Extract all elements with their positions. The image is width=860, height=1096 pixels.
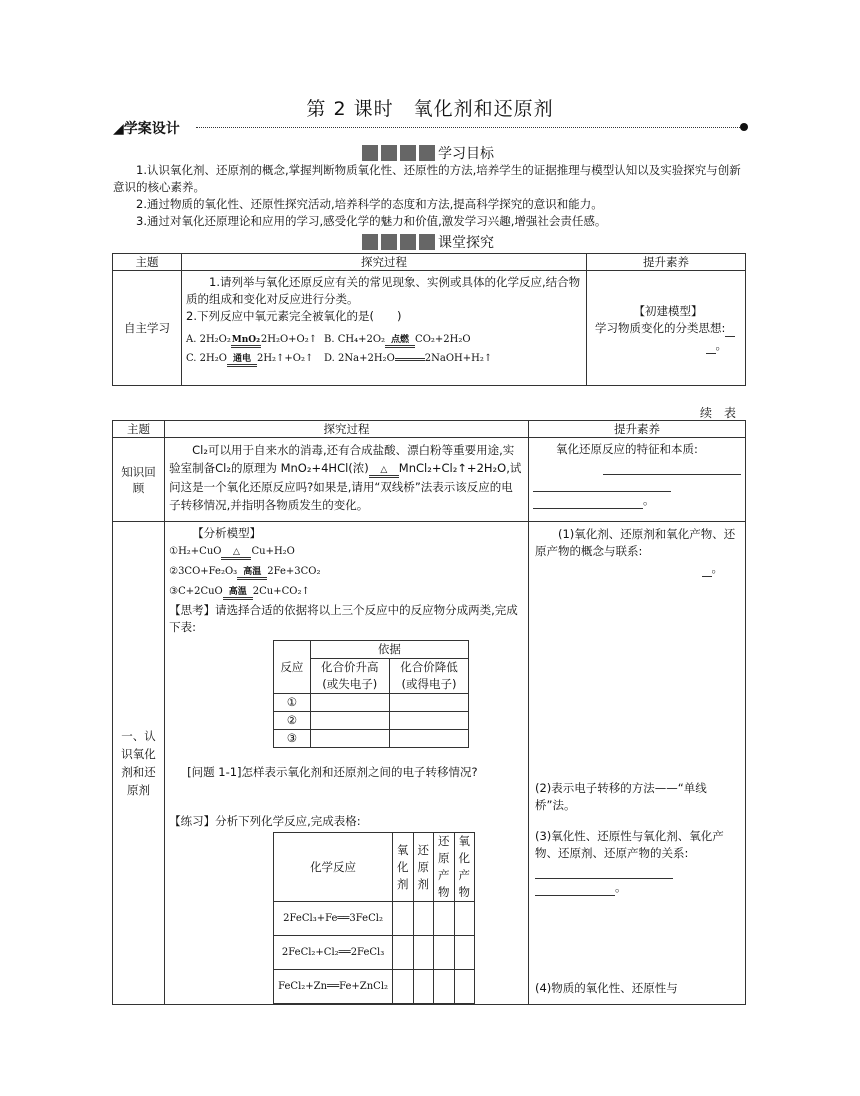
col-reaction: 反应 [274, 641, 310, 694]
reaction-1: ①H₂+CuO △ Cu+H₂O [169, 542, 524, 562]
option-b: B. CH₄+2O₂ 点燃 CO₂+2H₂O [324, 331, 471, 348]
col-oxidation-product: 氧化产物 [454, 833, 475, 902]
dotted-divider [196, 127, 744, 128]
col-oxidant: 氧化剂 [393, 833, 414, 902]
section-heading-objectives: 学习目标 [362, 143, 494, 159]
options-row-1 [186, 331, 582, 348]
model-title: 【初建模型】 [633, 303, 703, 318]
options-row-2 [186, 350, 582, 367]
row-label: ① [274, 694, 310, 712]
col-reaction: 化学反应 [274, 833, 393, 902]
answer-cell[interactable] [413, 902, 434, 936]
literacy-point-3-wrap: (3)氧化性、还原性与氧化剂、氧化产物、还原剂、还原产物的关系: 。 [535, 828, 739, 896]
header-process: 探究过程 [165, 421, 529, 438]
row-label: ② [274, 712, 310, 730]
section-heading-exploration: 课堂探究 [362, 232, 494, 248]
header-topic: 主题 [113, 421, 165, 438]
answer-cell[interactable] [434, 902, 455, 936]
topic-oxidant-reductant: 一、认识氧化剂和还原剂 [113, 522, 165, 1005]
self-study-table [112, 253, 746, 386]
answer-blank[interactable] [535, 864, 673, 879]
question-1: 1.请列举与氧化还原反应有关的常见现象、实例或具体的化学反应,结合物质的组成和变化对反应进行分类。 [186, 275, 581, 306]
classification-table [273, 640, 469, 748]
header-process: 探究过程 [182, 254, 587, 271]
answer-cell[interactable] [393, 902, 414, 936]
model-title: 【分析模型】 [192, 526, 262, 540]
reaction-cell: 2FeCl₃+Fe══3FeCl₂ [274, 902, 393, 936]
answer-cell[interactable] [434, 936, 455, 970]
self-study-literacy: 【初建模型】 学习物质变化的分类思想: 。 [587, 271, 746, 386]
answer-cell[interactable] [413, 936, 434, 970]
col-valence-up: 化合价升高(或失电子) [310, 659, 389, 694]
answer-cell[interactable] [454, 902, 475, 936]
answer-cell[interactable] [454, 936, 475, 970]
question-1-1: [问题 1-1]怎样表示氧化剂和还原剂之间的电子转移情况? [187, 765, 478, 779]
row-label: ③ [274, 730, 310, 748]
objectives-list [113, 162, 743, 230]
exploration-table [112, 420, 746, 1005]
option-a: A. 2H₂O₂ MnO₂ 2H₂O+O₂↑ [186, 331, 324, 348]
oxidant-reductant-process [165, 522, 529, 1005]
col-reductant: 还原剂 [413, 833, 434, 902]
practice-prompt: 【练习】分析下列化学反应,完成表格: [169, 814, 361, 828]
think-prompt: 【思考】请选择合适的依据将以上三个反应中的反应物分成两类,完成下表: [169, 603, 518, 634]
question-2: 2.下列反应中氧元素完全被氧化的是( ) [186, 309, 402, 323]
answer-cell[interactable] [434, 970, 455, 1004]
self-study-process [182, 271, 587, 386]
answer-blank[interactable] [535, 881, 615, 896]
answer-cell[interactable] [389, 694, 468, 712]
answer-blank[interactable] [533, 477, 671, 492]
answer-cell[interactable] [389, 730, 468, 748]
review-prompt: 氧化还原反应的特征和本质: [556, 442, 698, 456]
continued-label: 续 表 [700, 406, 737, 420]
literacy-point-1: (1)氧化剂、还原剂和氧化产物、还原产物的概念与联系: [535, 527, 736, 558]
model-text: 学习物质变化的分类思想: [595, 320, 726, 335]
option-d: D. 2Na+2H₂O 2NaOH+H₂↑ [324, 353, 493, 364]
reaction-cell: 2FeCl₂+Cl₂══2FeCl₃ [274, 936, 393, 970]
answer-cell[interactable] [310, 694, 389, 712]
answer-cell[interactable] [393, 936, 414, 970]
answer-cell[interactable] [413, 970, 434, 1004]
literacy-point-3: (3)氧化性、还原性与氧化剂、氧化产物、还原剂、还原产物的关系: [535, 829, 724, 860]
topic-self-study: 自主学习 [113, 271, 182, 386]
answer-blank[interactable] [603, 460, 741, 475]
reaction-3: ③C+2CuO 高温 2Cu+CO₂↑ [169, 582, 524, 602]
literacy-point-2: (2)表示电子转移的方法——“单线桥”法。 [535, 781, 707, 812]
oxidant-reductant-literacy: (1)氧化剂、还原剂和氧化产物、还原产物的概念与联系: 。 (2)表示电子转移的方法——“单线桥”法。 (3)氧化性、还原性与氧化剂、氧化产物、还原剂、还原产物的关系: 。 (4)物质的氧化性、还原性与 [529, 522, 746, 1005]
practice-table [273, 832, 475, 1004]
answer-blank[interactable] [702, 576, 712, 577]
reaction-2: ②3CO+Fe₂O₃ 高温 2Fe+3CO₂ [169, 562, 524, 582]
answer-cell[interactable] [389, 712, 468, 730]
option-c: C. 2H₂O 通电 2H₂↑+O₂↑ [186, 350, 324, 367]
xuean-design-label: ◢学案设计 [113, 121, 180, 137]
header-literacy: 提升素养 [529, 421, 746, 438]
topic-knowledge-review: 知识回顾 [113, 438, 165, 522]
header-topic: 主题 [113, 254, 182, 271]
literacy-point-4: (4)物质的氧化性、还原性与 [535, 981, 678, 995]
answer-cell[interactable] [393, 970, 414, 1004]
col-reduction-product: 还原产物 [434, 833, 455, 902]
objective-item: 1.认识氧化剂、还原剂的概念,掌握判断物质氧化性、还原性的方法,培养学生的证据推理与模型认知以及实验探究与创新意识的核心素养。 [113, 163, 741, 194]
divider-end-dot [740, 123, 748, 131]
col-valence-down: 化合价降低(或得电子) [389, 659, 468, 694]
objective-item: 2.通过物质的氧化性、还原性探究活动,培养科学的态度和方法,提高科学探究的意识和能力。 [136, 197, 603, 211]
knowledge-review-literacy: 氧化还原反应的特征和本质: 。 [529, 438, 746, 522]
answer-blank[interactable] [533, 494, 643, 509]
answer-cell[interactable] [310, 730, 389, 748]
triangle-icon: ◢ [113, 121, 124, 137]
col-basis: 依据 [310, 641, 469, 659]
answer-cell[interactable] [454, 970, 475, 1004]
knowledge-review-process: Cl₂可以用于自来水的消毒,还有合成盐酸、漂白粉等重要用途,实验室制备Cl₂的原理为 MnO₂+4HCl(浓) △ MnCl₂+Cl₂↑+2H₂O,试问这是一个氧化还原反应吗?如果是,请用“双线桥”法表示该反应的电子转移情况,并指明各物质发生的变化。 [165, 438, 529, 522]
reaction-cell: FeCl₂+Zn══Fe+ZnCl₂ [274, 970, 393, 1004]
answer-blank[interactable] [706, 353, 716, 354]
answer-cell[interactable] [310, 712, 389, 730]
objective-item: 3.通过对氧化还原理论和应用的学习,感受化学的魅力和价值,激发学习兴趣,增强社会责任感。 [136, 214, 607, 228]
page-title: 第 2 课时 氧化剂和还原剂 [306, 98, 554, 120]
header-literacy: 提升素养 [587, 254, 746, 271]
